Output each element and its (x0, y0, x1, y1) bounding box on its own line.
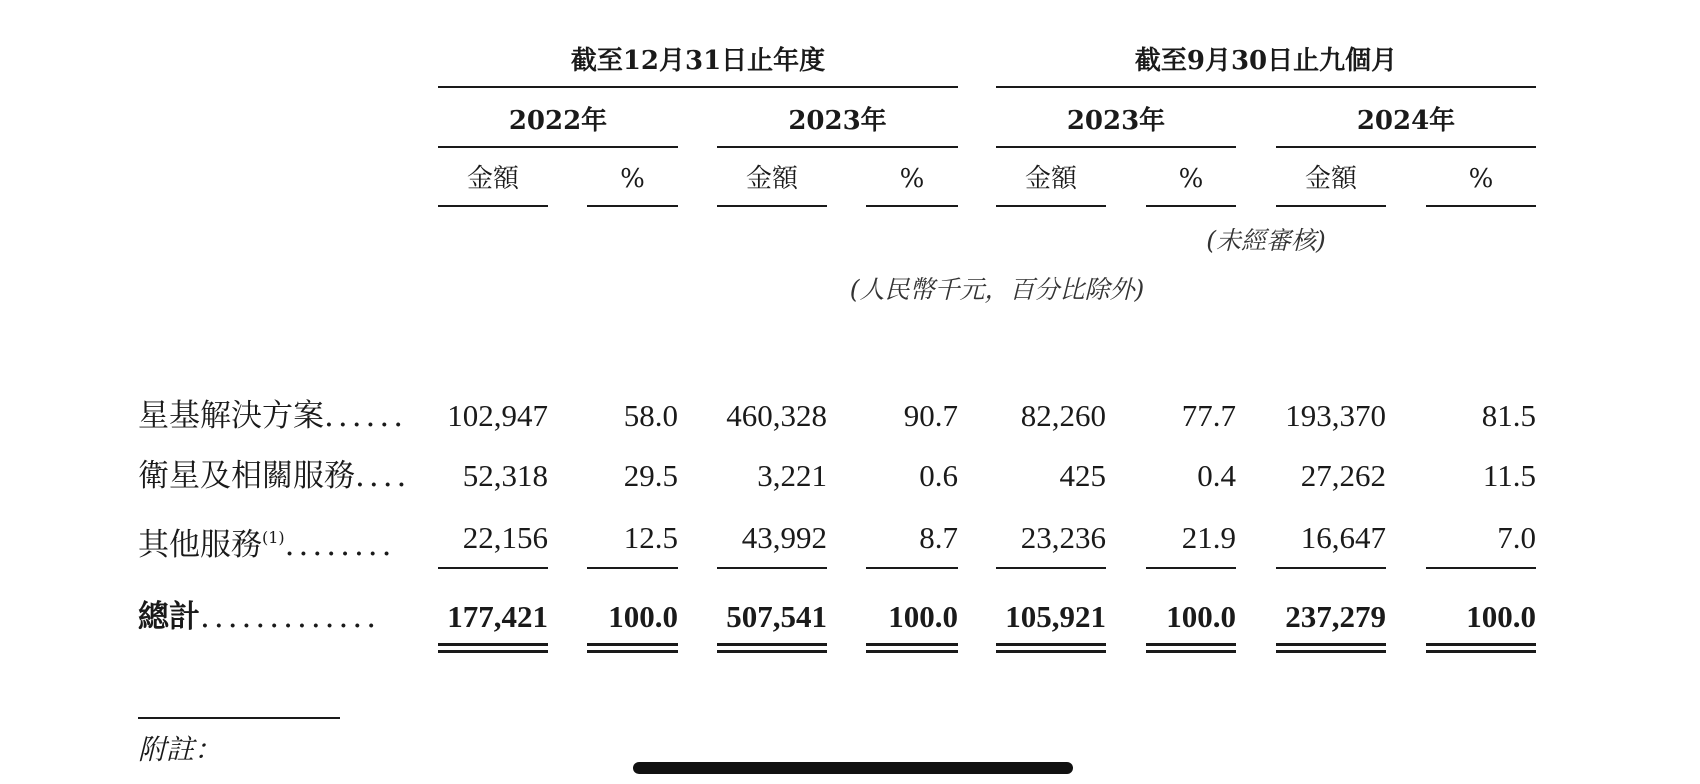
table-cell: 11.5 (1482, 458, 1536, 493)
group-header-annual: 截至12月31日止年度 (570, 46, 826, 76)
subheader-rule (717, 205, 827, 207)
leader-dots: ............. (200, 599, 381, 635)
total-cell: 100.0 (1166, 599, 1236, 634)
subheader-rule (1276, 205, 1386, 207)
subtotal-rule (996, 567, 1106, 569)
unit-note: (人民幣千元，百分比除外) (849, 275, 1145, 304)
subheader-rule (438, 205, 548, 207)
row-label-star-based-solutions (138, 396, 408, 436)
subtotal-rule (1276, 567, 1386, 569)
table-cell: 58.0 (623, 398, 678, 433)
table-cell: 77.7 (1181, 398, 1236, 433)
table-cell: 193,370 (1285, 398, 1386, 433)
row-label-total (138, 597, 398, 637)
table-cell: 12.5 (623, 520, 678, 555)
total-cell: 100.0 (888, 599, 958, 634)
year-rule (996, 146, 1236, 148)
subheader-amount: 金額 (466, 164, 519, 194)
table-cell: 22,156 (462, 520, 548, 555)
total-cell: 105,921 (1005, 599, 1106, 634)
unaudited-note: (未經審核) (1206, 226, 1326, 255)
leader-dots: ........ (284, 527, 396, 563)
table-cell: 21.9 (1181, 520, 1236, 555)
subtotal-rule (1146, 567, 1236, 569)
table-cell: 16,647 (1300, 520, 1386, 555)
row-label-text: 總計 (138, 599, 200, 635)
table-cell: 82,260 (1020, 398, 1106, 433)
subtotal-rule (866, 567, 958, 569)
table-cell: 460,328 (726, 398, 827, 433)
total-double-rule (996, 643, 1106, 653)
footnote-marker: (1) (262, 528, 285, 547)
footnote-heading: 附註： (138, 733, 223, 766)
subheader-amount: 金額 (1304, 164, 1357, 194)
table-cell: 52,318 (462, 458, 548, 493)
row-label-text: 衛星及相關服務 (138, 458, 355, 494)
table-cell: 0.4 (1197, 458, 1236, 493)
year-header-2023: 2023年 (788, 106, 887, 136)
subtotal-rule (587, 567, 678, 569)
subtotal-rule (717, 567, 827, 569)
total-cell: 177,421 (447, 599, 548, 634)
total-double-rule (587, 643, 678, 653)
total-cell: 507,541 (726, 599, 827, 634)
table-cell: 102,947 (447, 398, 548, 433)
row-label-other-services (138, 518, 398, 565)
subheader-rule (866, 205, 958, 207)
table-cell: 23,236 (1020, 520, 1106, 555)
subheader-pct: % (620, 164, 645, 194)
table-cell: 425 (1059, 458, 1106, 493)
row-label-text: 星基解決方案 (138, 398, 324, 434)
total-double-rule (1426, 643, 1536, 653)
year-header-2023-9m: 2023年 (1066, 106, 1166, 136)
home-indicator-bar[interactable] (633, 762, 1073, 774)
year-rule (717, 146, 958, 148)
subheader-amount: 金額 (1024, 164, 1077, 194)
total-double-rule (438, 643, 548, 653)
table-cell: 81.5 (1481, 398, 1536, 433)
table-cell: 29.5 (623, 458, 678, 493)
table-cell: 27,262 (1300, 458, 1386, 493)
subheader-pct: % (1178, 164, 1204, 194)
total-double-rule (717, 643, 827, 653)
year-header-2022: 2022年 (508, 106, 608, 136)
subheader-rule (996, 205, 1106, 207)
subheader-rule (1426, 205, 1536, 207)
total-cell: 100.0 (608, 599, 678, 634)
table-cell: 8.7 (919, 520, 958, 555)
table-cell: 7.0 (1497, 520, 1536, 555)
table-cell: 0.6 (919, 458, 958, 493)
total-double-rule (1146, 643, 1236, 653)
subheader-amount: 金額 (745, 164, 798, 194)
total-double-rule (866, 643, 958, 653)
table-cell: 90.7 (903, 398, 958, 433)
group-header-annual-rule (438, 86, 958, 88)
total-double-rule (1276, 643, 1386, 653)
subheader-rule (1146, 205, 1236, 207)
group-header-nine-months-rule (996, 86, 1536, 88)
total-cell: 237,279 (1285, 599, 1386, 634)
footnote-rule (138, 717, 340, 719)
row-label-text: 其他服務 (138, 527, 262, 563)
year-header-2024-9m: 2024年 (1356, 106, 1456, 136)
subtotal-rule (1426, 567, 1536, 569)
group-header-nine-months: 截至9月30日止九個月 (1134, 46, 1398, 76)
subheader-rule (587, 205, 678, 207)
subtotal-rule (438, 567, 548, 569)
total-cell: 100.0 (1466, 599, 1536, 634)
row-label-satellite-services (138, 456, 411, 496)
leader-dots: .... (355, 458, 411, 494)
year-rule (438, 146, 678, 148)
subheader-pct: % (1468, 164, 1494, 194)
table-cell: 43,992 (741, 520, 827, 555)
leader-dots: ...... (324, 398, 408, 434)
year-rule (1276, 146, 1536, 148)
subheader-pct: % (899, 164, 925, 194)
table-cell: 3,221 (757, 458, 827, 493)
